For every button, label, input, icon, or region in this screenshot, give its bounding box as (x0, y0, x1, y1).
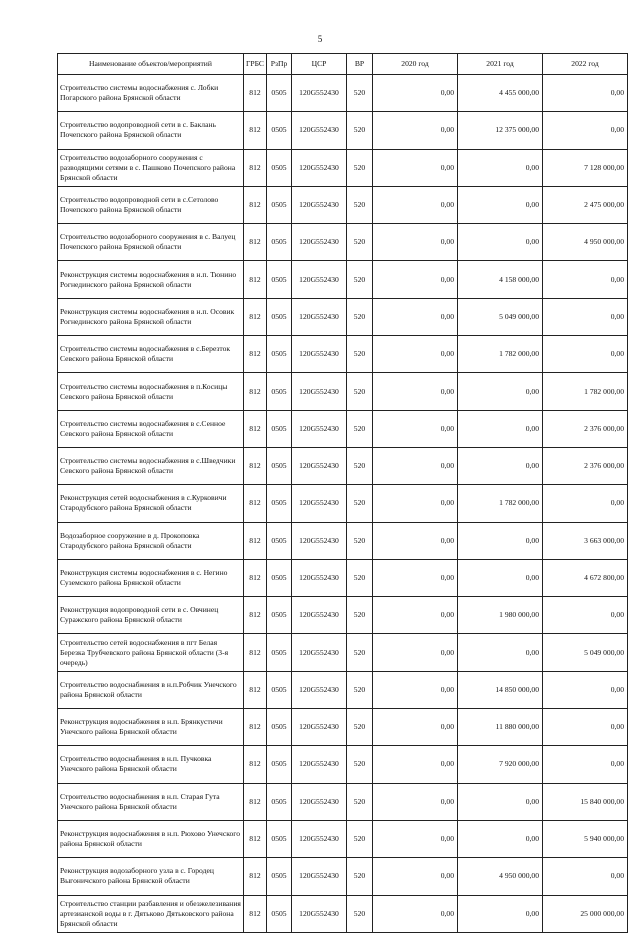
cell-2022: 0,00 (543, 261, 628, 298)
table-row (58, 597, 628, 634)
cell-name: Строительство водопроводной сети в с.Сетолово Почепского района Брянской области (58, 186, 244, 223)
header-rzpr: РзПр (267, 54, 292, 75)
cell-vr: 520 (347, 597, 373, 634)
cell-2022: 0,00 (543, 746, 628, 783)
header-name: Наименование объектов/мероприятий (58, 54, 244, 75)
cell-2020: 0,00 (373, 410, 458, 447)
cell-grbs: 812 (244, 746, 267, 783)
cell-2020: 0,00 (373, 559, 458, 596)
cell-rzpr: 0505 (267, 820, 292, 857)
cell-2021: 0,00 (458, 224, 543, 261)
cell-2022: 0,00 (543, 75, 628, 112)
cell-csr: 120G552430 (292, 261, 347, 298)
table-row (58, 485, 628, 522)
cell-vr: 520 (347, 671, 373, 708)
cell-2020: 0,00 (373, 336, 458, 373)
cell-rzpr: 0505 (267, 746, 292, 783)
cell-name: Строительство системы водоснабжения в с.Березток Севского района Брянской области (58, 336, 244, 373)
cell-name: Строительство станции разбавления и обезжелезивания артезианской воды в г. Дятьково Дятьковского района Брянской области (58, 895, 244, 932)
cell-grbs: 812 (244, 112, 267, 149)
cell-2021: 0,00 (458, 522, 543, 559)
table-body (58, 75, 628, 933)
cell-csr: 120G552430 (292, 858, 347, 895)
cell-csr: 120G552430 (292, 410, 347, 447)
table-row (58, 298, 628, 335)
page-number: 5 (317, 34, 323, 44)
cell-name: Строительство водоснабжения в н.п. Старая Гута Унечского района Брянской области (58, 783, 244, 820)
cell-vr: 520 (347, 75, 373, 112)
cell-csr: 120G552430 (292, 373, 347, 410)
cell-2021: 0,00 (458, 895, 543, 932)
cell-2022: 2 376 000,00 (543, 447, 628, 484)
cell-rzpr: 0505 (267, 75, 292, 112)
header-2020: 2020 год (373, 54, 458, 75)
cell-vr: 520 (347, 895, 373, 932)
cell-2022: 7 128 000,00 (543, 149, 628, 186)
cell-name: Строительство системы водоснабжения с. Лобки Погарского района Брянской области (58, 75, 244, 112)
cell-grbs: 812 (244, 709, 267, 746)
cell-2022: 15 840 000,00 (543, 783, 628, 820)
cell-csr: 120G552430 (292, 634, 347, 671)
cell-name: Реконструкция водоснабжения в н.п. Рюхово Унечского района Брянской области (58, 820, 244, 857)
cell-2022: 0,00 (543, 597, 628, 634)
cell-rzpr: 0505 (267, 298, 292, 335)
cell-rzpr: 0505 (267, 709, 292, 746)
cell-rzpr: 0505 (267, 112, 292, 149)
cell-name: Реконструкция системы водоснабжения в н.п. Тюнино Рогнединского района Брянской области (58, 261, 244, 298)
table-header-row (58, 54, 628, 75)
cell-vr: 520 (347, 820, 373, 857)
cell-grbs: 812 (244, 522, 267, 559)
cell-name: Реконструкция водозаборного узла в с. Городец Выгоничского района Брянской области (58, 858, 244, 895)
cell-2021: 7 920 000,00 (458, 746, 543, 783)
table-row (58, 112, 628, 149)
cell-csr: 120G552430 (292, 149, 347, 186)
cell-rzpr: 0505 (267, 634, 292, 671)
cell-2021: 11 880 000,00 (458, 709, 543, 746)
cell-grbs: 812 (244, 447, 267, 484)
cell-2021: 1 782 000,00 (458, 336, 543, 373)
table-row (58, 224, 628, 261)
cell-vr: 520 (347, 485, 373, 522)
cell-csr: 120G552430 (292, 112, 347, 149)
table-row (58, 858, 628, 895)
cell-2020: 0,00 (373, 224, 458, 261)
cell-2021: 0,00 (458, 373, 543, 410)
cell-grbs: 812 (244, 634, 267, 671)
cell-rzpr: 0505 (267, 373, 292, 410)
cell-rzpr: 0505 (267, 783, 292, 820)
cell-rzpr: 0505 (267, 186, 292, 223)
cell-csr: 120G552430 (292, 298, 347, 335)
cell-2020: 0,00 (373, 373, 458, 410)
cell-2022: 5 049 000,00 (543, 634, 628, 671)
cell-rzpr: 0505 (267, 895, 292, 932)
cell-vr: 520 (347, 261, 373, 298)
cell-2020: 0,00 (373, 709, 458, 746)
cell-csr: 120G552430 (292, 783, 347, 820)
header-vr: ВР (347, 54, 373, 75)
table-row (58, 671, 628, 708)
cell-2020: 0,00 (373, 75, 458, 112)
cell-2021: 0,00 (458, 559, 543, 596)
cell-grbs: 812 (244, 671, 267, 708)
cell-grbs: 812 (244, 895, 267, 932)
table-row (58, 522, 628, 559)
cell-2020: 0,00 (373, 522, 458, 559)
cell-2021: 4 455 000,00 (458, 75, 543, 112)
cell-2021: 0,00 (458, 410, 543, 447)
cell-csr: 120G552430 (292, 597, 347, 634)
table-row (58, 447, 628, 484)
cell-vr: 520 (347, 149, 373, 186)
cell-rzpr: 0505 (267, 149, 292, 186)
cell-2021: 4 158 000,00 (458, 261, 543, 298)
cell-2021: 1 980 000,00 (458, 597, 543, 634)
cell-vr: 520 (347, 447, 373, 484)
cell-2022: 4 672 800,00 (543, 559, 628, 596)
cell-grbs: 812 (244, 224, 267, 261)
cell-2021: 1 782 000,00 (458, 485, 543, 522)
table-row (58, 746, 628, 783)
cell-2021: 12 375 000,00 (458, 112, 543, 149)
cell-vr: 520 (347, 298, 373, 335)
table-row (58, 634, 628, 671)
header-2022: 2022 год (543, 54, 628, 75)
cell-2021: 0,00 (458, 149, 543, 186)
cell-2021: 0,00 (458, 447, 543, 484)
cell-name: Реконструкция водоснабжения в н.п. Брянкустичи Унечского района Брянской области (58, 709, 244, 746)
cell-name: Строительство водозаборного сооружения в с. Валуец Почепского района Брянской области (58, 224, 244, 261)
cell-vr: 520 (347, 336, 373, 373)
cell-2020: 0,00 (373, 783, 458, 820)
cell-name: Строительство системы водоснабжения в с.Сенное Севского района Брянской области (58, 410, 244, 447)
table-row (58, 783, 628, 820)
table-row (58, 373, 628, 410)
cell-csr: 120G552430 (292, 746, 347, 783)
cell-csr: 120G552430 (292, 224, 347, 261)
cell-2022: 3 663 000,00 (543, 522, 628, 559)
cell-2021: 0,00 (458, 820, 543, 857)
table-row (58, 75, 628, 112)
cell-2020: 0,00 (373, 597, 458, 634)
cell-rzpr: 0505 (267, 671, 292, 708)
cell-csr: 120G552430 (292, 75, 347, 112)
cell-csr: 120G552430 (292, 485, 347, 522)
cell-name: Реконструкция водопроводной сети в с. Овчинец Суражского района Брянской области (58, 597, 244, 634)
cell-2021: 0,00 (458, 783, 543, 820)
table-row (58, 820, 628, 857)
cell-grbs: 812 (244, 336, 267, 373)
cell-grbs: 812 (244, 149, 267, 186)
cell-grbs: 812 (244, 373, 267, 410)
cell-csr: 120G552430 (292, 186, 347, 223)
cell-rzpr: 0505 (267, 485, 292, 522)
table-row (58, 709, 628, 746)
table-row (58, 149, 628, 186)
cell-vr: 520 (347, 746, 373, 783)
cell-vr: 520 (347, 783, 373, 820)
cell-2021: 5 049 000,00 (458, 298, 543, 335)
cell-grbs: 812 (244, 559, 267, 596)
cell-name: Реконструкция сетей водоснабжения в с.Курковичи Стародубского района Брянской области (58, 485, 244, 522)
cell-csr: 120G552430 (292, 559, 347, 596)
cell-grbs: 812 (244, 298, 267, 335)
cell-grbs: 812 (244, 858, 267, 895)
cell-vr: 520 (347, 634, 373, 671)
cell-vr: 520 (347, 186, 373, 223)
cell-vr: 520 (347, 522, 373, 559)
cell-csr: 120G552430 (292, 709, 347, 746)
cell-csr: 120G552430 (292, 522, 347, 559)
cell-2020: 0,00 (373, 447, 458, 484)
cell-vr: 520 (347, 709, 373, 746)
cell-csr: 120G552430 (292, 336, 347, 373)
header-grbs: ГРБС (244, 54, 267, 75)
cell-2022: 25 000 000,00 (543, 895, 628, 932)
cell-name: Реконструкция системы водоснабжения в н.п. Осовик Рогнединского района Брянской области (58, 298, 244, 335)
cell-csr: 120G552430 (292, 671, 347, 708)
cell-rzpr: 0505 (267, 410, 292, 447)
cell-name: Строительство водозаборного сооружения с разводящими сетями в с. Пашково Почепского района Брянской области (58, 149, 244, 186)
cell-name: Строительство системы водоснабжения в с.Шведчики Севского района Брянской области (58, 447, 244, 484)
cell-csr: 120G552430 (292, 820, 347, 857)
cell-rzpr: 0505 (267, 559, 292, 596)
cell-rzpr: 0505 (267, 522, 292, 559)
cell-rzpr: 0505 (267, 261, 292, 298)
cell-2021: 14 850 000,00 (458, 671, 543, 708)
table-row (58, 559, 628, 596)
cell-2022: 0,00 (543, 112, 628, 149)
table-row (58, 895, 628, 932)
cell-vr: 520 (347, 410, 373, 447)
cell-grbs: 812 (244, 75, 267, 112)
cell-vr: 520 (347, 559, 373, 596)
cell-2022: 5 940 000,00 (543, 820, 628, 857)
header-csr: ЦСР (292, 54, 347, 75)
cell-2020: 0,00 (373, 186, 458, 223)
cell-2020: 0,00 (373, 634, 458, 671)
cell-grbs: 812 (244, 261, 267, 298)
cell-name: Строительство водоснабжения в н.п.Робчик Унечского района Брянской области (58, 671, 244, 708)
cell-name: Водозаборное сооружение в д. Прокоповка Стародубского района Брянской области (58, 522, 244, 559)
cell-name: Строительство системы водоснабжения в п.Косицы Севского района Брянской области (58, 373, 244, 410)
cell-name: Реконструкция системы водоснабжения в с. Негино Суземского района Брянской области (58, 559, 244, 596)
cell-2022: 1 782 000,00 (543, 373, 628, 410)
cell-2022: 4 950 000,00 (543, 224, 628, 261)
cell-2022: 0,00 (543, 336, 628, 373)
cell-name: Строительство водопроводной сети в с. Баклань Почепского района Брянской области (58, 112, 244, 149)
cell-2022: 0,00 (543, 671, 628, 708)
cell-rzpr: 0505 (267, 336, 292, 373)
budget-table (57, 53, 628, 933)
cell-name: Строительство водоснабжения в н.п. Пучковка Унечского района Брянской области (58, 746, 244, 783)
cell-csr: 120G552430 (292, 447, 347, 484)
cell-grbs: 812 (244, 783, 267, 820)
cell-2022: 0,00 (543, 298, 628, 335)
cell-vr: 520 (347, 112, 373, 149)
cell-2021: 0,00 (458, 634, 543, 671)
cell-2020: 0,00 (373, 485, 458, 522)
cell-2021: 0,00 (458, 186, 543, 223)
table-row (58, 186, 628, 223)
cell-2020: 0,00 (373, 671, 458, 708)
cell-grbs: 812 (244, 820, 267, 857)
cell-2020: 0,00 (373, 112, 458, 149)
cell-2020: 0,00 (373, 895, 458, 932)
cell-grbs: 812 (244, 485, 267, 522)
cell-vr: 520 (347, 858, 373, 895)
cell-name: Строительство сетей водоснабжения в пгт Белая Березка Трубчевского района Брянской области (3-я очередь) (58, 634, 244, 671)
cell-vr: 520 (347, 373, 373, 410)
cell-2022: 0,00 (543, 858, 628, 895)
cell-grbs: 812 (244, 597, 267, 634)
cell-csr: 120G552430 (292, 895, 347, 932)
cell-rzpr: 0505 (267, 224, 292, 261)
cell-grbs: 812 (244, 186, 267, 223)
cell-2020: 0,00 (373, 261, 458, 298)
cell-2022: 2 475 000,00 (543, 186, 628, 223)
cell-2022: 2 376 000,00 (543, 410, 628, 447)
header-2021: 2021 год (458, 54, 543, 75)
cell-rzpr: 0505 (267, 447, 292, 484)
table-row (58, 336, 628, 373)
cell-2022: 0,00 (543, 485, 628, 522)
table-row (58, 261, 628, 298)
cell-2022: 0,00 (543, 709, 628, 746)
cell-grbs: 812 (244, 410, 267, 447)
cell-2020: 0,00 (373, 858, 458, 895)
table-row (58, 410, 628, 447)
cell-2020: 0,00 (373, 298, 458, 335)
cell-rzpr: 0505 (267, 597, 292, 634)
cell-rzpr: 0505 (267, 858, 292, 895)
cell-2020: 0,00 (373, 149, 458, 186)
cell-2020: 0,00 (373, 746, 458, 783)
cell-vr: 520 (347, 224, 373, 261)
cell-2021: 4 950 000,00 (458, 858, 543, 895)
cell-2020: 0,00 (373, 820, 458, 857)
